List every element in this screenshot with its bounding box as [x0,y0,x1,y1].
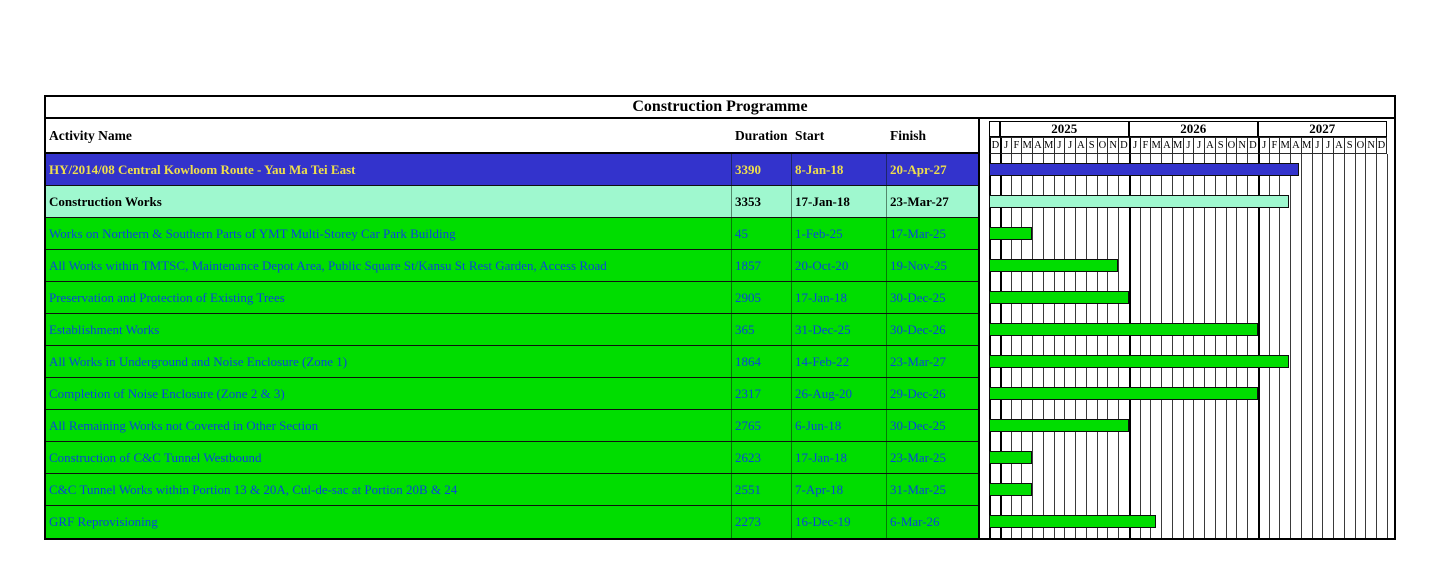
cell-start-date: 17-Jan-18 [792,442,887,473]
cell-finish-date: 29-Dec-26 [890,385,946,401]
month-cell: O [1355,137,1366,154]
cell-duration: 2551 [732,474,792,505]
column-header-start: Start [795,127,825,143]
cell-start-date: 14-Feb-22 [792,346,887,377]
month-cell: S [1215,137,1226,154]
cell-duration: 2317 [732,378,792,409]
month-cell: A [1075,137,1086,154]
cell-duration: 2905 [732,282,792,313]
cell-start-date: 26-Aug-20 [792,378,887,409]
month-cell: J [1322,137,1333,154]
year-band-2027: 2027 [1258,121,1387,137]
month-cell: J [1064,137,1075,154]
cell-finish-date: 31-Mar-25 [890,481,947,497]
gridline-month [1236,154,1237,538]
month-cell: J [1054,137,1065,154]
cell-start-date: 31-Dec-25 [792,314,887,345]
cell-activity-name: C&C Tunnel Works within Portion 13 & 20A, Cul-de-sac at Portion 20B & 24 [46,474,732,505]
gridline-month [1140,154,1141,538]
gridline-month [1097,154,1098,538]
cell-start-date: 17-Jan-18 [792,282,887,313]
gantt-bar [989,515,1156,528]
cell-duration: 3390 [732,154,792,185]
column-header-finish: Finish [890,127,927,143]
gantt-bar [989,483,1032,496]
cell-start-date: 8-Jan-18 [792,154,887,185]
cell-activity-name: All Remaining Works not Covered in Other Section [46,410,732,441]
cell-start-date: 7-Apr-18 [792,474,887,505]
month-cell: M [1279,137,1290,154]
gridline-month [1269,154,1270,538]
gantt-bar [989,419,1129,432]
gantt-chart [978,119,1394,538]
gridline-month [1054,154,1055,538]
month-cell: N [1365,137,1376,154]
month-cell: A [1032,137,1043,154]
gridline-month [1118,154,1119,538]
month-letters-row [989,137,1387,154]
cell-start-date: 1-Feb-25 [792,218,887,249]
cell-finish-date: 20-Apr-27 [890,161,947,177]
cell-duration: 2273 [732,506,792,538]
activity-table [46,119,978,538]
cell-duration: 1864 [732,346,792,377]
gantt-bar [989,355,1289,368]
gridline-month [1258,154,1260,538]
gridline-month [1021,154,1022,538]
cell-duration: 45 [732,218,792,249]
table-row [46,250,978,282]
cell-activity-name: All Works in Underground and Noise Enclosure (Zone 1) [46,346,732,377]
gridline-month [1011,154,1012,538]
month-cell: M [1043,137,1054,154]
gridline-month [1344,154,1345,538]
gridline-month [1129,154,1131,538]
cell-activity-name: Construction Works [46,186,732,217]
gridline-month [1333,154,1334,538]
gridline-month [1376,154,1377,538]
gridline-month [1301,154,1302,538]
month-cell: F [1140,137,1151,154]
cell-activity-name: All Works within TMTSC, Maintenance Depot Area, Public Square St/Kansu St Rest Garden, Access Road [46,250,732,281]
cell-duration: 3353 [732,186,792,217]
gridline-month [1172,154,1173,538]
month-cell: J [1258,137,1269,154]
month-cell: J [1193,137,1204,154]
month-cell: M [1150,137,1161,154]
year-band-lead [989,121,1000,137]
gridline-month [989,154,991,538]
gridline-month [1150,154,1151,538]
cell-finish-date: 30-Dec-26 [890,321,946,337]
cell-start-date: 20-Oct-20 [792,250,887,281]
gridline-month [1161,154,1162,538]
cell-finish-date: 23-Mar-27 [890,193,949,209]
gridline-month [1365,154,1366,538]
month-cell: M [1301,137,1312,154]
gridline-month [1279,154,1280,538]
cell-finish-date: 30-Dec-25 [890,417,946,433]
gridline-month [1226,154,1227,538]
cell-activity-name: Works on Northern & Southern Parts of YMT Multi-Storey Car Park Building [46,218,732,249]
column-header-duration: Duration [735,127,788,143]
gantt-bar [989,291,1129,304]
table-row [46,218,978,250]
gridline-month [1355,154,1356,538]
table-content [46,119,1394,538]
table-row [46,410,978,442]
construction-programme-table [44,95,1396,540]
gridline-month [1247,154,1248,538]
cell-start-date: 17-Jan-18 [792,186,887,217]
month-cell: D [1376,137,1387,154]
table-header [46,119,978,154]
gridline-month [1290,154,1291,538]
month-cell: J [1000,137,1011,154]
table-row [46,506,978,538]
table-row [46,314,978,346]
cell-finish-date: 19-Nov-25 [890,257,948,273]
month-cell: D [1118,137,1129,154]
month-cell: J [1183,137,1194,154]
gridline-month [1204,154,1205,538]
cell-duration: 2765 [732,410,792,441]
month-cell: O [1097,137,1108,154]
year-band-2026: 2026 [1129,121,1258,137]
gridline-month [1107,154,1108,538]
table-rows [46,154,978,538]
gridline-month [1215,154,1216,538]
month-cell: A [1161,137,1172,154]
month-cell: F [1011,137,1022,154]
cell-finish-date: 30-Dec-25 [890,289,946,305]
cell-activity-name: Establishment Works [46,314,732,345]
gridline-month [1064,154,1065,538]
cell-finish-date: 6-Mar-26 [890,514,940,529]
table-row [46,442,978,474]
cell-activity-name: GRF Reprovisioning [46,506,732,538]
cell-duration: 1857 [732,250,792,281]
table-row [46,346,978,378]
gantt-bar [989,451,1032,464]
cell-finish-date: 23-Mar-25 [890,449,947,465]
gridline-month [1312,154,1313,538]
gantt-bar [989,163,1299,176]
table-row [46,378,978,410]
cell-duration: 2623 [732,442,792,473]
gantt-bar [989,323,1258,336]
gridline-month [1032,154,1033,538]
month-cell: F [1269,137,1280,154]
table-row [46,186,978,218]
gridline-month [1322,154,1323,538]
gridline-month [1000,154,1002,538]
month-cell: M [1172,137,1183,154]
month-cell: N [1236,137,1247,154]
gantt-bar [989,227,1032,240]
month-cell: J [1312,137,1323,154]
page-title: Construction Programme [46,97,1394,119]
month-cell: D [1247,137,1258,154]
cell-finish-date: 23-Mar-27 [890,353,947,369]
gantt-body [980,154,1394,538]
month-cell: D [989,137,1000,154]
cell-start-date: 6-Jun-18 [792,410,887,441]
gridline-month [1193,154,1194,538]
cell-activity-name: Preservation and Protection of Existing Trees [46,282,732,313]
month-cell: O [1226,137,1237,154]
table-row [46,154,978,186]
month-cell: J [1129,137,1140,154]
gridline-month [1183,154,1184,538]
gridline-month [1075,154,1076,538]
gridline-month [1086,154,1087,538]
table-row [46,282,978,314]
cell-finish-date: 17-Mar-25 [890,225,947,241]
gridline-month [1387,154,1388,538]
cell-activity-name: Completion of Noise Enclosure (Zone 2 & 3) [46,378,732,409]
gantt-bar [989,387,1258,400]
column-header-activity: Activity Name [49,127,132,143]
month-cell: S [1344,137,1355,154]
table-row [46,474,978,506]
year-band-2025: 2025 [1000,121,1129,137]
gantt-bar [989,195,1289,208]
cell-start-date: 16-Dec-19 [792,506,887,538]
cell-activity-name: HY/2014/08 Central Kowloom Route - Yau Ma Tei East [46,154,732,185]
cell-activity-name: Construction of C&C Tunnel Westbound [46,442,732,473]
month-cell: N [1107,137,1118,154]
gridline-month [1043,154,1044,538]
cell-duration: 365 [732,314,792,345]
month-cell: A [1204,137,1215,154]
month-cell: A [1290,137,1301,154]
gantt-timeline-header [980,119,1394,154]
month-cell: M [1021,137,1032,154]
month-cell: A [1333,137,1344,154]
gantt-bar [989,259,1118,272]
month-cell: S [1086,137,1097,154]
